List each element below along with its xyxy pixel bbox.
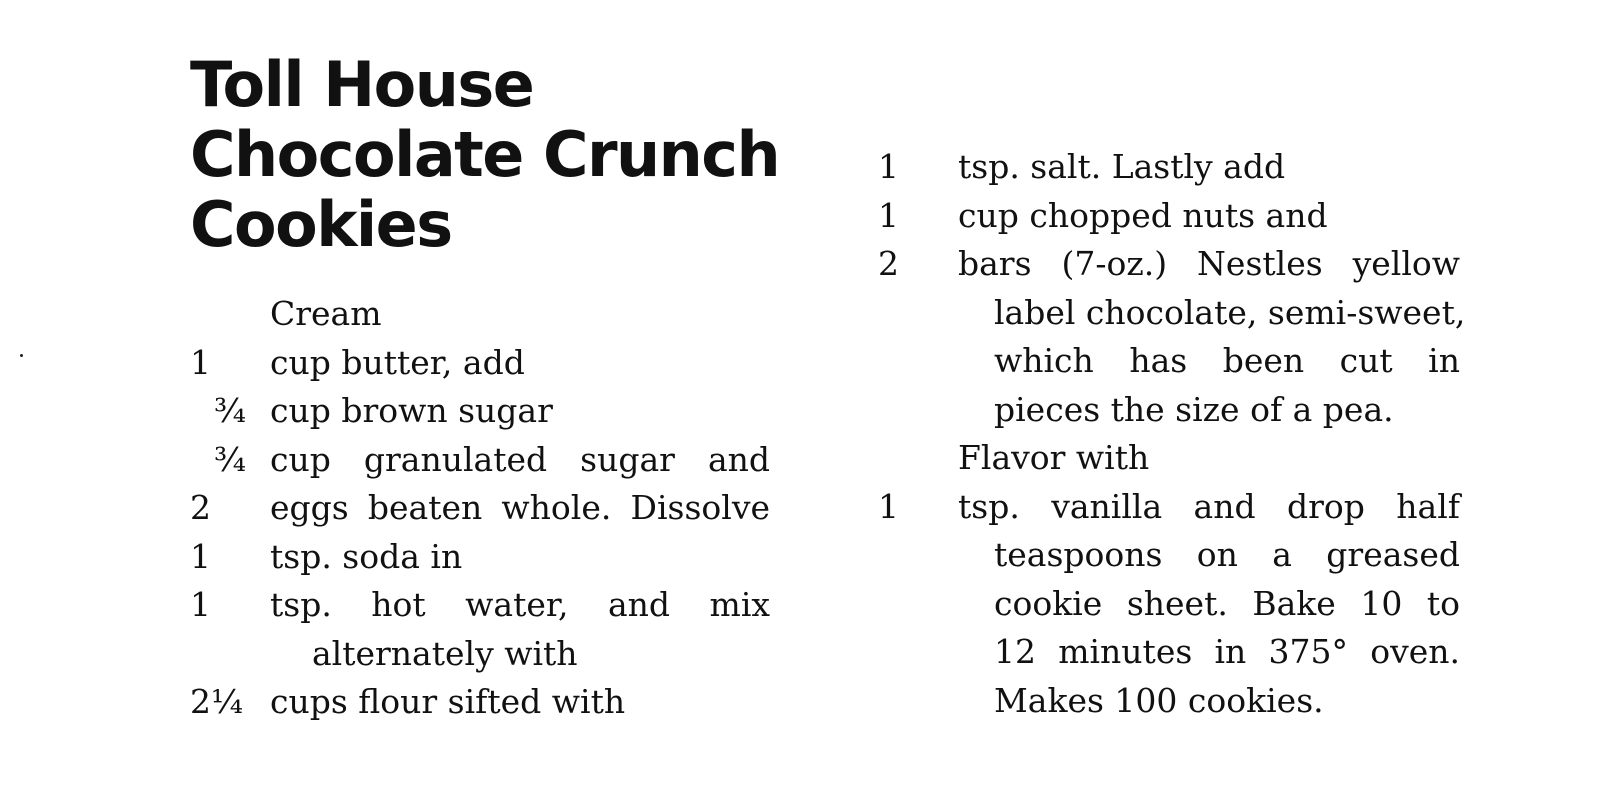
instruction-text: cup butter, add xyxy=(270,342,525,382)
recipe-line xyxy=(190,290,770,339)
ingredient-quantity: 1 xyxy=(190,342,211,382)
instruction-text: tsp. soda in xyxy=(270,536,463,576)
recipe-line xyxy=(878,677,1460,726)
recipe-line xyxy=(878,628,1460,677)
recipe-line xyxy=(190,678,770,727)
right-column xyxy=(878,143,1466,725)
ingredient-quantity: ¾ xyxy=(214,391,246,430)
recipe-line xyxy=(190,630,770,679)
instruction-text: tsp. vanilla and drop half xyxy=(958,486,1460,526)
title-line: Cookies xyxy=(190,188,452,261)
recipe-line xyxy=(878,434,1460,483)
ingredient-quantity: 1 xyxy=(878,147,899,186)
instruction-text: bars (7-oz.) Nestles yellow xyxy=(958,244,1460,283)
instruction-text: Cream xyxy=(270,294,382,333)
instruction-text: cup granulated sugar and xyxy=(270,439,770,479)
recipe-line xyxy=(878,192,1460,241)
ingredient-quantity: 1 xyxy=(878,486,899,526)
recipe-line xyxy=(190,533,770,582)
instruction-text: cup brown sugar xyxy=(270,391,553,430)
instruction-text: Makes 100 cookies. xyxy=(994,680,1324,720)
recipe-line xyxy=(878,483,1460,532)
recipe-line xyxy=(878,289,1466,338)
instruction-text: which has been cut in xyxy=(994,341,1460,380)
recipe-line xyxy=(190,339,770,388)
ingredient-quantity: 2 xyxy=(878,244,899,283)
recipe-line xyxy=(878,386,1460,435)
recipe-line xyxy=(878,531,1460,580)
left-column xyxy=(190,290,770,727)
instruction-text: cups flour sifted with xyxy=(270,682,626,721)
instruction-text: 12 minutes in 375° oven. xyxy=(994,632,1460,671)
ingredient-quantity: 2 xyxy=(190,488,211,527)
title-line: Toll House xyxy=(190,48,534,121)
recipe-line xyxy=(878,143,1460,192)
recipe-line xyxy=(190,484,770,533)
ingredient-quantity: 1 xyxy=(190,536,211,576)
recipe-line xyxy=(190,387,770,436)
instruction-text: alternately with xyxy=(312,633,578,673)
recipe-line xyxy=(190,436,770,485)
ingredient-quantity: 2¼ xyxy=(190,682,243,721)
instruction-text: pieces the size of a pea. xyxy=(994,389,1394,429)
instruction-text: eggs beaten whole. Dissolve xyxy=(270,488,770,527)
recipe-line xyxy=(878,240,1460,289)
recipe-line xyxy=(878,337,1460,386)
ingredient-quantity: 1 xyxy=(190,585,211,624)
ingredient-quantity: ¾ xyxy=(214,439,246,479)
recipe-line xyxy=(878,580,1460,629)
recipe-line xyxy=(190,581,770,630)
instruction-text: teaspoons on a greased xyxy=(994,535,1460,574)
ingredient-quantity: 1 xyxy=(878,195,899,235)
instruction-text: label chocolate, semi-sweet, xyxy=(994,292,1466,332)
stray-dot xyxy=(20,354,23,357)
recipe-title xyxy=(190,50,779,260)
instruction-text: Flavor with xyxy=(958,438,1150,477)
instruction-text: cookie sheet. Bake 10 to xyxy=(994,583,1460,623)
instruction-text: cup chopped nuts and xyxy=(958,195,1328,235)
instruction-text: tsp. hot water, and mix xyxy=(270,585,770,624)
instruction-text: tsp. salt. Lastly add xyxy=(958,147,1286,186)
title-line: Chocolate Crunch xyxy=(190,118,780,191)
